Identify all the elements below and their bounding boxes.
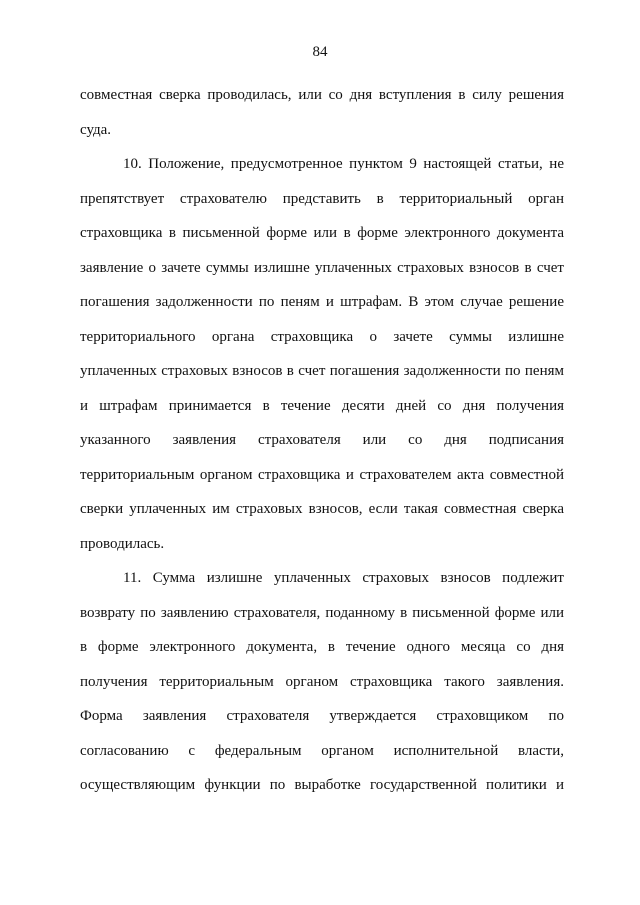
text-line: уплаченных страховых взносов в счет погашения задолженности по пеням	[80, 363, 564, 379]
text-line: в форме электронного документа, в течение одного месяца со дня	[80, 639, 564, 655]
text-line: согласованию с федеральным органом исполнительной власти,	[80, 742, 564, 759]
text-line: и штрафам принимается в течение десяти дней со дня получения	[80, 397, 564, 414]
text-line: совместная сверка проводилась, или со дня вступления в силу решения	[80, 87, 564, 103]
text-line: указанного заявления страхователя или со дня подписания	[80, 432, 564, 448]
text-line: заявление о зачете суммы излишне уплаченных страховых взносов в счет	[80, 259, 564, 276]
text-line: возврату по заявлению страхователя, поданному в письменной форме или	[80, 604, 564, 621]
text-line: территориального органа страховщика о зачете суммы излишне	[80, 328, 564, 345]
text-line: суда.	[80, 121, 112, 138]
text-line: погашения задолженности по пеням и штрафам. В этом случае решение	[80, 294, 564, 310]
text-line: сверки уплаченных им страховых взносов, если такая совместная сверка	[80, 501, 564, 517]
text-line: препятствует страхователю представить в территориальный орган	[80, 190, 564, 207]
text-line: осуществляющим функции по выработке государственной политики и	[80, 777, 564, 793]
text-line: получения территориальным органом страховщика такого заявления.	[80, 673, 564, 690]
text-line: Форма заявления страхователя утверждается страховщиком по	[80, 708, 564, 724]
text-line: проводилась.	[80, 535, 165, 552]
paragraph-11-start: 11. Сумма излишне уплаченных страховых взносов подлежит	[123, 570, 564, 586]
body-text	[80, 82, 564, 807]
text-line: территориальным органом страховщика и страхователем акта совместной	[80, 466, 564, 483]
paragraph-10-start: 10. Положение, предусмотренное пунктом 9 настоящей статьи, не	[123, 156, 564, 172]
text-line: страховщика в письменной форме или в форме электронного документа	[80, 225, 564, 241]
page-number: 84	[312, 44, 328, 60]
